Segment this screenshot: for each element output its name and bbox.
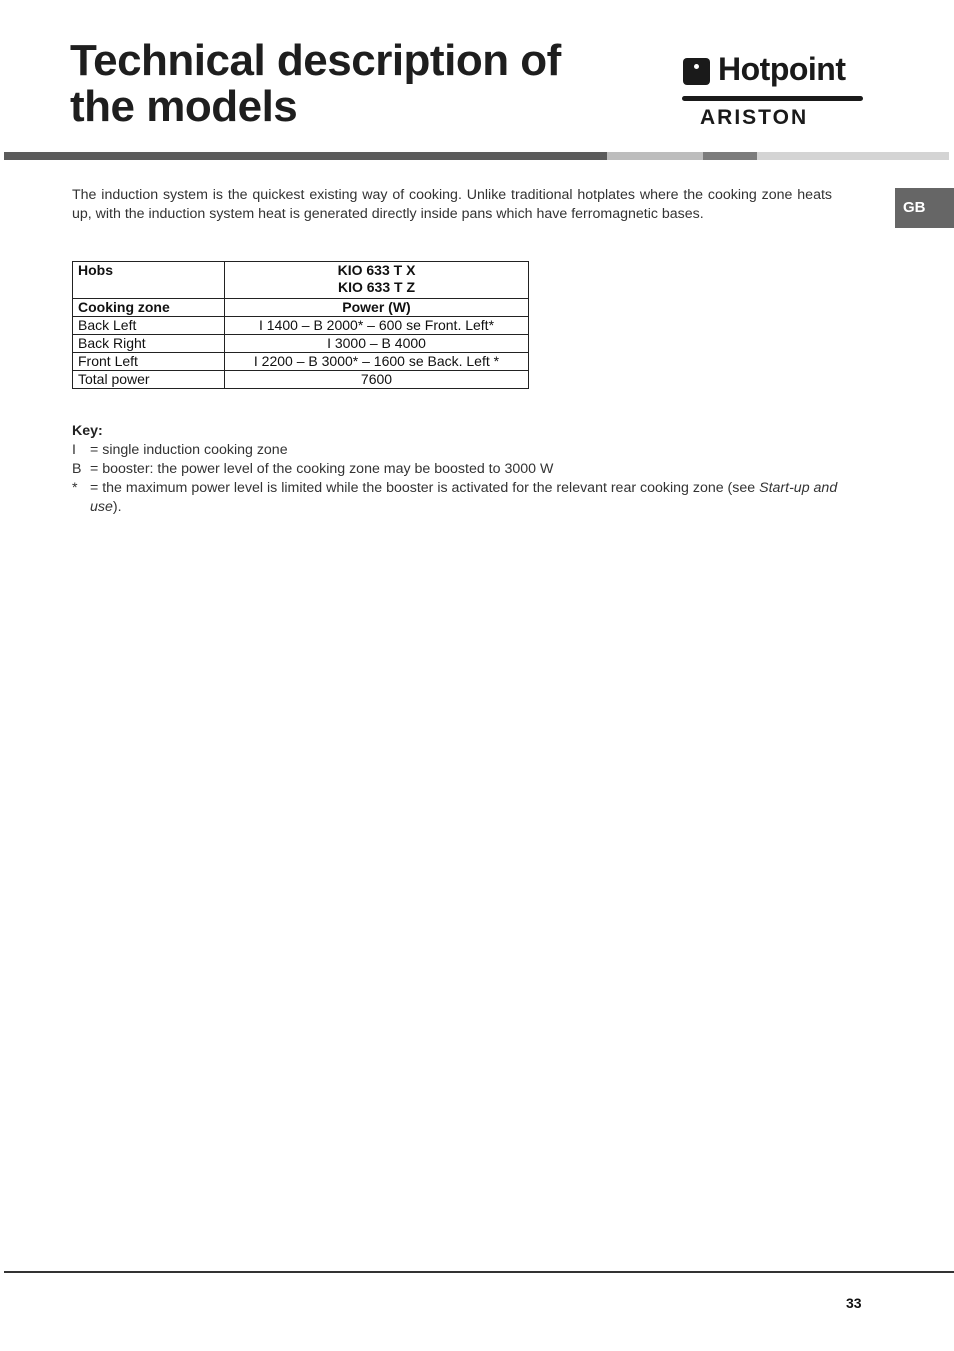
- header-band-segment: [703, 152, 757, 160]
- intro-paragraph: The induction system is the quickest existing way of cooking. Unlike traditional hotplates where the cooking zone heats up, with the induction system heat is generated directly inside pans which have ferromagnetic bases.: [72, 187, 832, 222]
- brand-logo: [682, 51, 864, 132]
- key-text: = booster: the power level of the cooking zone may be boosted to 3000 W: [90, 461, 554, 477]
- table-row: [73, 262, 529, 299]
- model-name: KIO 633 T Z: [337, 279, 416, 295]
- header-band-segment: [4, 152, 607, 160]
- header-band-segment: [607, 152, 703, 160]
- key-symbol: B: [72, 461, 82, 477]
- key-text: = single induction cooking zone: [90, 442, 288, 458]
- model-cell: [225, 262, 529, 299]
- key-text-multiline: [90, 479, 842, 517]
- table-header-row: [73, 299, 529, 317]
- key-symbol: I: [72, 442, 76, 458]
- logo-rule: [682, 96, 863, 101]
- key-legend: [72, 422, 842, 517]
- page-title-line-1: Technical description of: [70, 36, 561, 85]
- table-row: [73, 371, 529, 389]
- hobs-label: Hobs: [73, 262, 225, 299]
- power-cell: I 2200 – B 3000* – 1600 se Back. Left *: [225, 353, 529, 371]
- key-item: [72, 460, 842, 479]
- footer-rule: [4, 1271, 954, 1273]
- zone-cell: Back Left: [73, 317, 225, 335]
- key-text: = the maximum power level is limited while the booster is activated for the relevant rear cooking zone (see: [90, 480, 756, 496]
- table-row: [73, 335, 529, 353]
- key-text-tail: ).: [112, 499, 122, 515]
- page-title-line-2: the models: [70, 82, 298, 131]
- zone-cell: Total power: [73, 371, 225, 389]
- model-name: KIO 633 T X: [337, 262, 416, 278]
- language-tab: GB: [895, 188, 954, 228]
- power-cell: I 3000 – B 4000: [225, 335, 529, 353]
- page-title: [70, 38, 630, 130]
- key-item: [72, 441, 842, 460]
- column-header-power: Power (W): [225, 299, 529, 317]
- table-row: [73, 353, 529, 371]
- header-band-segment: [757, 152, 949, 160]
- page-number: 33: [846, 1295, 862, 1311]
- key-title: Key:: [72, 423, 103, 439]
- specifications-table: [72, 261, 529, 389]
- logo-subbrand: ARISTON: [700, 106, 809, 129]
- key-symbol: *: [72, 480, 78, 496]
- zone-cell: Back Right: [73, 335, 225, 353]
- zone-cell: Front Left: [73, 353, 225, 371]
- key-reference: Start-up and use: [90, 480, 838, 515]
- power-cell: 7600: [225, 371, 529, 389]
- power-cell: I 1400 – B 2000* – 600 se Front. Left*: [225, 317, 529, 335]
- key-item: [72, 479, 842, 517]
- table-row: [73, 317, 529, 335]
- logo-wordmark: Hotpoint: [718, 51, 846, 87]
- logo-mark-icon: [683, 58, 710, 85]
- column-header-zone: Cooking zone: [73, 299, 225, 317]
